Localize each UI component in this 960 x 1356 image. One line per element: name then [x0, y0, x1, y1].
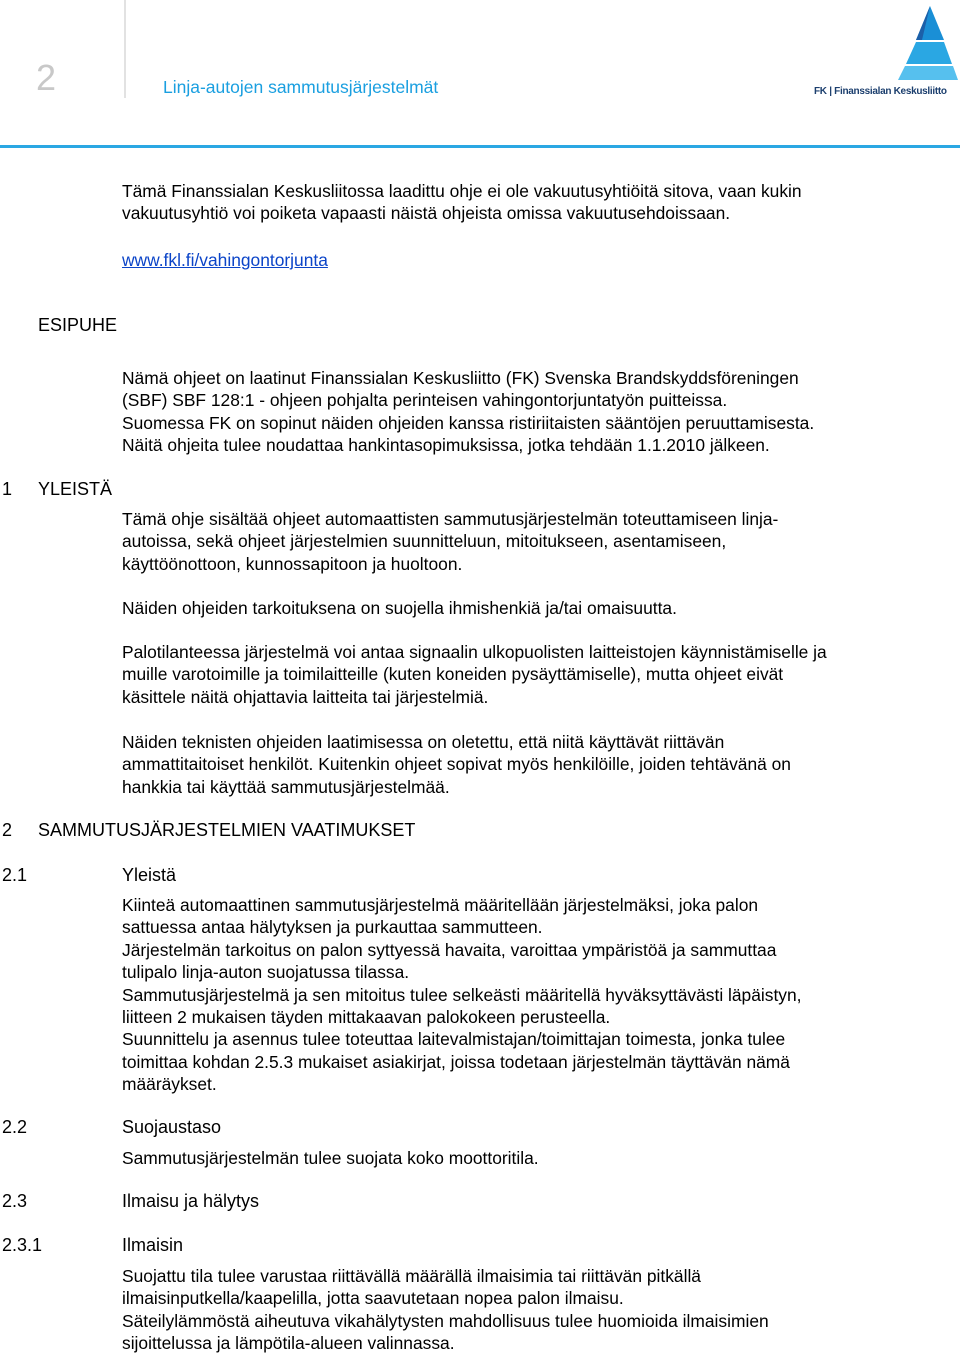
section-2-2-number: 2.2	[2, 1117, 28, 1137]
section-1-paragraph: Näiden teknisten ohjeiden laatimisessa on oletettu, että niitä käyttävät riittävän ammattitaitoiset henkilöt. Kuitenkin ohjeet sopivat myös henkilöille, joiden tehtävänä on hankkia tai käyttää sammutusjärjestelmää.	[122, 732, 791, 797]
section-2-1-number: 2.1	[2, 865, 28, 885]
section-2-3-1-number: 2.3.1	[2, 1235, 43, 1255]
section-2-3-1-text: Suojattu tila tulee varustaa riittävällä määrällä ilmaisimia tai riittävän pitkällä ilmaisinputkella/kaapelilla, jotta saavutetaan nopea palon ilmaisu. Säteilylämmöstä aiheutuva vikahälytysten mahdollisuus tulee huomioida ilmaisimien sijoittelussa ja lämpötila-alueen valinnassa.	[122, 1266, 769, 1354]
section-2-3-heading: Ilmaisu ja hälytys	[122, 1191, 260, 1211]
header-divider	[124, 0, 126, 98]
website-link[interactable]: www.fkl.fi/vahingontorjunta	[122, 250, 328, 270]
logo-text: FK | Finanssialan Keskusliitto	[814, 86, 947, 97]
section-2-2-heading: Suojaustaso	[122, 1117, 222, 1137]
section-2-2-text: Sammutusjärjestelmän tulee suojata koko moottoritila.	[122, 1148, 539, 1168]
disclaimer-text: Tämä Finanssialan Keskusliitossa laadittu ohje ei ole vakuutusyhtiöitä sitova, vaan kukin vakuutusyhtiö voi poiketa vapaasti näistä ohjeista omissa vakuutusehdoissaan.	[122, 181, 802, 224]
section-2-number: 2	[2, 820, 13, 840]
section-2-1-heading: Yleistä	[122, 865, 177, 885]
logo-triangle-mid	[906, 42, 952, 64]
logo-triangle-bottom	[898, 66, 958, 80]
section-2-3-number: 2.3	[2, 1191, 28, 1211]
header-rule	[0, 145, 960, 148]
section-1-heading: YLEISTÄ	[38, 479, 113, 499]
preface-heading: ESIPUHE	[38, 315, 118, 335]
section-1-paragraph: Näiden ohjeiden tarkoituksena on suojella ihmishenkiä ja/tai omaisuutta.	[122, 598, 677, 618]
section-2-3-1-heading: Ilmaisin	[122, 1235, 184, 1255]
section-1-paragraph: Palotilanteessa järjestelmä voi antaa signaalin ulkopuolisten laitteistojen käynnistämiselle ja muille varotoimille ja toimilaitteille (kuten koneiden pysäyttämiselle), mutta ohjeet eivät käsittele näitä ohjattavia laitteita tai järjestelmiä.	[122, 642, 827, 707]
preface-text: Nämä ohjeet on laatinut Finanssialan Keskusliitto (FK) Svenska Brandskyddsföreningen (SBF) SBF 128:1 - ohjeen pohjalta perinteisen vahingontorjuntatyön puitteissa. Suomessa FK on sopinut näiden ohjeiden kanssa ristiriitaisten sääntöjen peruuttamisesta. Näitä ohjeita tulee noudattaa hankintasopimuksissa, jotka tehdään 1.1.2010 jälkeen.	[122, 368, 815, 456]
section-1-number: 1	[2, 479, 13, 499]
page-number: 2	[36, 57, 57, 98]
document-title: Linja-autojen sammutusjärjestelmät	[163, 77, 439, 97]
section-2-1-text: Kiinteä automaattinen sammutusjärjestelmä määritellään järjestelmäksi, joka palon sattuessa antaa hälytyksen ja purkauttaa sammutteen. Järjestelmän tarkoitus on palon syttyessä havaita, varoittaa ympäristöä ja sammuttaa tulipalo linja-auton suojatussa tilassa. Sammutusjärjestelmä ja sen mitoitus tulee selkeästi määritellä hyväksyttävästi läpäistyn, liitteen 2 mukaisen täyden mittakaavan palokokeen perusteella. Suunnittelu ja asennus tulee toteuttaa laitevalmistajan/toimittajan toimesta, jonka tulee toimittaa kohdan 2.5.3 mukaiset asiakirjat, joissa todetaan järjestelmän täyttävän nämä määräykset.	[122, 895, 802, 1095]
section-2-heading: SAMMUTUSJÄRJESTELMIEN VAATIMUKSET	[38, 820, 416, 840]
section-1-paragraph: Tämä ohje sisältää ohjeet automaattisten sammutusjärjestelmän toteuttamiseen linja- autoissa, sekä ohjeet järjestelmien suunnitteluun, mitoitukseen, asentamiseen, käyttöönottoon, kunnossapitoon ja huoltoon.	[122, 509, 779, 574]
